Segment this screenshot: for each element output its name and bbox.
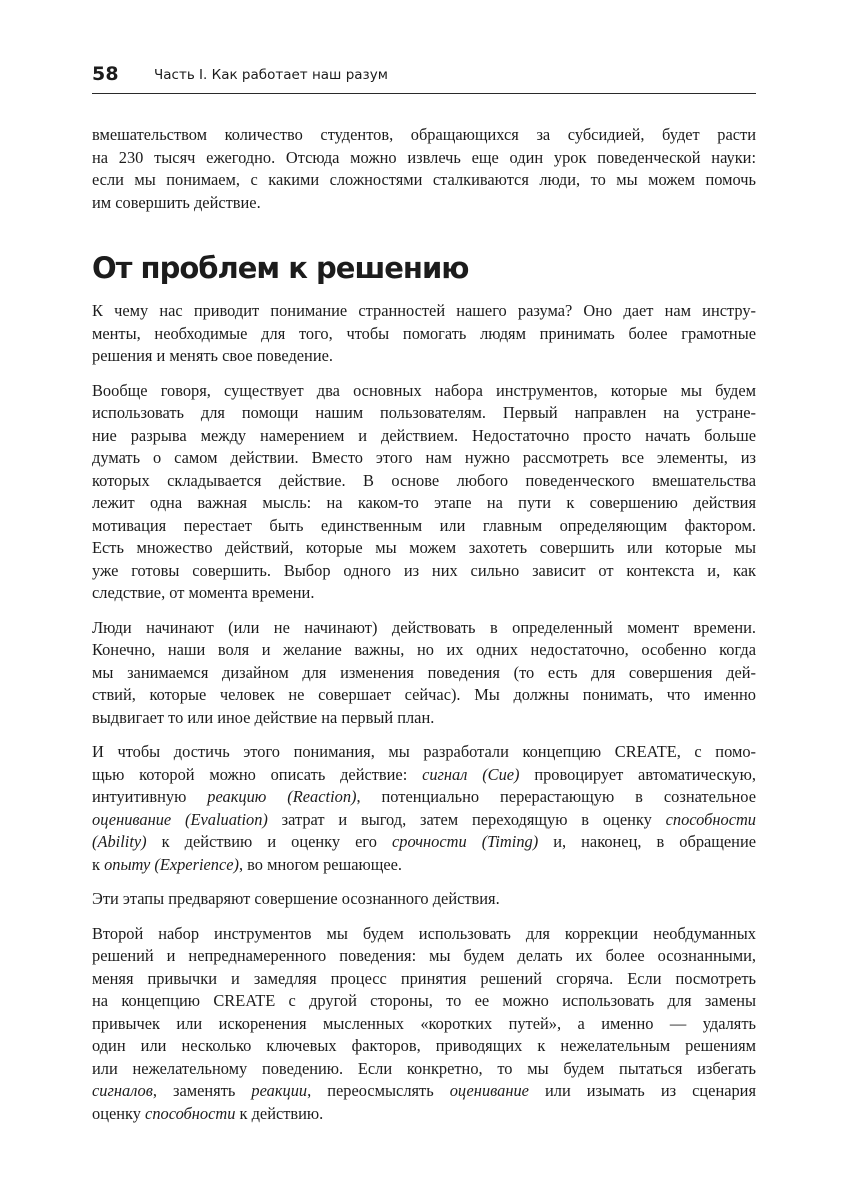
text-line: И чтобы достичь этого понимания, мы разработали концепцию CREATE, с помо- bbox=[92, 742, 756, 761]
running-title: Часть I. Как работает наш разум bbox=[154, 67, 388, 83]
paragraph-5 bbox=[92, 888, 756, 911]
text-line: которых складывается действие. В основе любого поведенческого вмешательства bbox=[92, 470, 756, 490]
text-line: К чему нас приводит понимание странностей нашего разума? Оно дает нам инстру- bbox=[92, 301, 756, 320]
text-run: , переосмыслять bbox=[307, 1081, 450, 1100]
term-evaluation: оценивание bbox=[449, 1081, 529, 1100]
term-cue: сигнал (Cue) bbox=[422, 764, 520, 784]
paragraph-6 bbox=[92, 923, 756, 1126]
text-run: щью которой можно описать действие: bbox=[92, 764, 423, 784]
text-line bbox=[92, 764, 756, 787]
text-run: к действию и оценку его bbox=[146, 832, 392, 851]
paragraph-4-create bbox=[92, 741, 756, 876]
text-line: выдвигает то или иное действие на первый план. bbox=[92, 707, 435, 727]
text-line: Эти этапы предваряют совершение осознанного действия. bbox=[92, 889, 500, 908]
text-line: решения и менять свое поведение. bbox=[92, 346, 333, 365]
text-line: на 230 тысяч ежегодно. Отсюда можно извлечь еще один урок поведенческой науки: bbox=[92, 147, 756, 167]
text-run: оценку bbox=[92, 1103, 146, 1123]
text-line: вмешательством количество студентов, обращающихся за субсидией, будет расти bbox=[92, 125, 756, 144]
text-run: затрат и выгод, затем переходящую в оценку bbox=[267, 809, 666, 829]
text-line: если мы понимаем, с какими сложностями сталкиваются люди, то мы можем помочь bbox=[92, 170, 756, 189]
text-line bbox=[92, 854, 756, 877]
text-line: один или несколько ключевых факторов, приводящих к нежелательным решениям bbox=[92, 1036, 756, 1055]
text-line: мотивация перестает быть единственным или главным определяющим фактором. bbox=[92, 515, 756, 535]
text-line: или нежелательному поведению. Если конкретно, то мы будем пытаться избегать bbox=[92, 1058, 756, 1078]
text-run: или изымать из сценария bbox=[528, 1081, 756, 1100]
text-line: на концепцию CREATE с другой стороны, то ее можно использовать для замены bbox=[92, 991, 756, 1010]
text-run: к bbox=[92, 854, 105, 874]
text-line bbox=[92, 1103, 756, 1126]
text-line: лежит одна важная мысль: на каком-то этапе на пути к совершению действия bbox=[92, 493, 756, 512]
page-body bbox=[92, 124, 756, 1137]
text-line: использовать для помощи нашим пользователям. Первый направлен на устране- bbox=[92, 403, 756, 422]
text-line bbox=[92, 1080, 756, 1103]
text-line: Есть множество действий, которые мы можем захотеть совершить или которые мы bbox=[92, 538, 756, 557]
section-heading: От проблем к решению bbox=[92, 251, 469, 285]
text-line bbox=[92, 786, 756, 809]
term-timing: срочности (Timing) bbox=[391, 832, 539, 851]
text-run: , потенциально перерастающую в сознательное bbox=[356, 787, 756, 806]
text-run: провоцирует автоматическую, bbox=[519, 764, 756, 784]
text-line bbox=[92, 831, 756, 854]
text-line: думать о самом действии. Вместо этого нам нужно рассмотреть все элементы, из bbox=[92, 448, 756, 467]
text-line: менты, необходимые для того, чтобы помогать людям принимать более грамотные bbox=[92, 323, 756, 343]
intro-paragraph bbox=[92, 124, 756, 214]
text-line: привычек или искоренения мысленных «коротких путей», а именно — удалять bbox=[92, 1013, 756, 1033]
paragraph-1 bbox=[92, 300, 756, 368]
term-ability-en: (Ability) bbox=[92, 832, 147, 851]
page-number: 58 bbox=[92, 63, 119, 85]
text-line: Второй набор инструментов мы будем использовать для коррекции необдуманных bbox=[92, 923, 756, 943]
text-line: меняя привычки и замедляя процесс принятия решений сгоряча. Если посмотреть bbox=[92, 968, 756, 988]
text-run: , во многом решающее. bbox=[238, 854, 402, 874]
text-run: к действию. bbox=[235, 1103, 324, 1123]
term-ability: способности bbox=[665, 809, 756, 829]
text-run: интуитивную bbox=[92, 787, 208, 806]
term-evaluation: оценивание (Evaluation) bbox=[92, 809, 268, 829]
text-line: Конечно, наши воля и желание важны, но их одних недостаточно, особенно когда bbox=[92, 640, 756, 659]
term-ability: способности bbox=[145, 1103, 236, 1123]
text-line: ние разрыва между намерением и действием. Недостаточно просто начать больше bbox=[92, 425, 756, 445]
paragraph-3 bbox=[92, 617, 756, 730]
page-header bbox=[92, 63, 756, 94]
text-line: следствие, от момента времени. bbox=[92, 583, 315, 602]
text-line: уже готовы совершить. Выбор одного из них сильно зависит от контекста и, как bbox=[92, 560, 756, 580]
text-line: ствий, которые человек не совершает сейчас). Мы должны понимать, что именно bbox=[92, 685, 756, 704]
text-line: им совершить действие. bbox=[92, 192, 261, 212]
text-line: мы занимаемся дизайном для изменения поведения (то есть для совершения дей- bbox=[92, 662, 756, 682]
text-line: решений и непреднамеренного поведения: мы будем делать их более осознанными, bbox=[92, 946, 756, 965]
term-signals: сигналов bbox=[92, 1081, 153, 1100]
term-reactions: реакции bbox=[251, 1081, 308, 1100]
text-line: Люди начинают (или не начинают) действовать в определенный момент времени. bbox=[92, 617, 756, 637]
text-run: и, наконец, в обращение bbox=[538, 832, 757, 851]
text-line bbox=[92, 809, 756, 832]
term-experience: опыту (Experience) bbox=[104, 854, 239, 874]
term-reaction: реакцию (Reaction) bbox=[207, 787, 357, 806]
paragraph-2 bbox=[92, 380, 756, 605]
text-run: , заменять bbox=[152, 1081, 252, 1100]
text-line: Вообще говоря, существует два основных набора инструментов, которые мы будем bbox=[92, 380, 756, 400]
